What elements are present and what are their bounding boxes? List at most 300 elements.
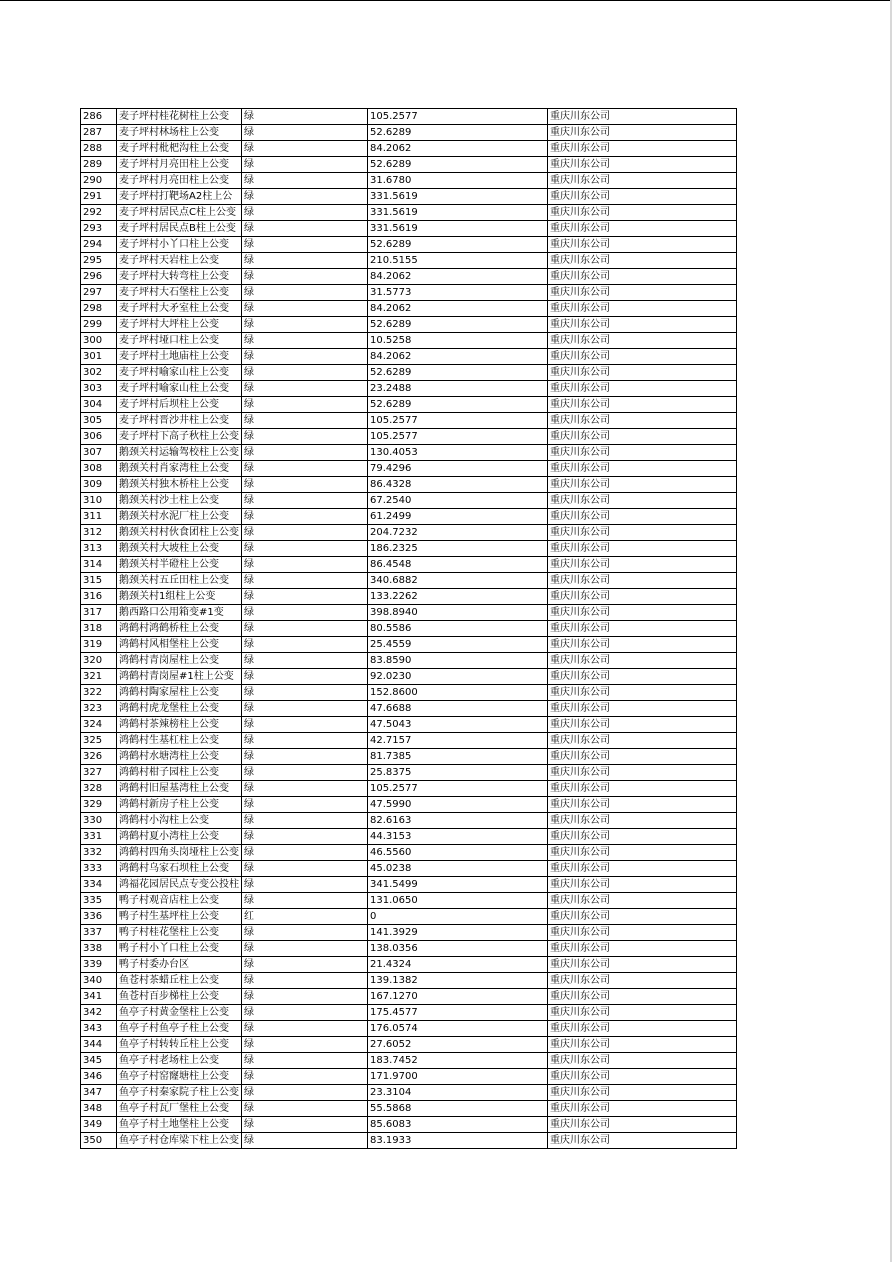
status-cell: 绿 xyxy=(242,1101,368,1117)
company-cell: 重庆川东公司 xyxy=(548,685,737,701)
row-number-cell: 341 xyxy=(81,989,117,1005)
company-cell: 重庆川东公司 xyxy=(548,989,737,1005)
table-row xyxy=(81,1005,737,1021)
row-number-cell: 345 xyxy=(81,1053,117,1069)
transformer-name-cell: 鱼亭子村土地堡柱上公变 xyxy=(117,1117,242,1133)
value-cell: 130.4053 xyxy=(368,445,548,461)
table-row xyxy=(81,317,737,333)
table-row xyxy=(81,285,737,301)
table-row xyxy=(81,461,737,477)
company-cell: 重庆川东公司 xyxy=(548,669,737,685)
table-row xyxy=(81,557,737,573)
transformer-name-cell: 麦子坪村后坝柱上公变 xyxy=(117,397,242,413)
value-cell: 47.6688 xyxy=(368,701,548,717)
status-cell: 绿 xyxy=(242,653,368,669)
row-number-cell: 303 xyxy=(81,381,117,397)
row-number-cell: 307 xyxy=(81,445,117,461)
table-row xyxy=(81,653,737,669)
transformer-name-cell: 麦子坪村喻家山柱上公变 xyxy=(117,365,242,381)
status-cell: 绿 xyxy=(242,877,368,893)
row-number-cell: 306 xyxy=(81,429,117,445)
transformer-name-cell: 鸿鹤村风相堡柱上公变 xyxy=(117,637,242,653)
company-cell: 重庆川东公司 xyxy=(548,205,737,221)
row-number-cell: 318 xyxy=(81,621,117,637)
table-row xyxy=(81,813,737,829)
row-number-cell: 338 xyxy=(81,941,117,957)
company-cell: 重庆川东公司 xyxy=(548,189,737,205)
company-cell: 重庆川东公司 xyxy=(548,1085,737,1101)
row-number-cell: 321 xyxy=(81,669,117,685)
transformer-name-cell: 麦子坪村林场柱上公变 xyxy=(117,125,242,141)
status-cell: 绿 xyxy=(242,493,368,509)
value-cell: 331.5619 xyxy=(368,189,548,205)
row-number-cell: 324 xyxy=(81,717,117,733)
status-cell: 绿 xyxy=(242,349,368,365)
company-cell: 重庆川东公司 xyxy=(548,733,737,749)
status-cell: 绿 xyxy=(242,733,368,749)
table-row xyxy=(81,125,737,141)
value-cell: 105.2577 xyxy=(368,109,548,125)
status-cell: 绿 xyxy=(242,925,368,941)
company-cell: 重庆川东公司 xyxy=(548,1133,737,1149)
table-row xyxy=(81,1101,737,1117)
value-cell: 171.9700 xyxy=(368,1069,548,1085)
company-cell: 重庆川东公司 xyxy=(548,413,737,429)
transformer-name-cell: 鸿鹤村鸿鹤桥柱上公变 xyxy=(117,621,242,637)
table-row xyxy=(81,797,737,813)
row-number-cell: 291 xyxy=(81,189,117,205)
company-cell: 重庆川东公司 xyxy=(548,253,737,269)
status-cell: 绿 xyxy=(242,141,368,157)
row-number-cell: 323 xyxy=(81,701,117,717)
company-cell: 重庆川东公司 xyxy=(548,349,737,365)
value-cell: 85.6083 xyxy=(368,1117,548,1133)
row-number-cell: 349 xyxy=(81,1117,117,1133)
company-cell: 重庆川东公司 xyxy=(548,445,737,461)
transformer-name-cell: 鹅颈关村水泥厂柱上公变 xyxy=(117,509,242,525)
status-cell: 绿 xyxy=(242,397,368,413)
company-cell: 重庆川东公司 xyxy=(548,397,737,413)
company-cell: 重庆川东公司 xyxy=(548,909,737,925)
table-row xyxy=(81,253,737,269)
status-cell: 绿 xyxy=(242,669,368,685)
status-cell: 绿 xyxy=(242,685,368,701)
transformer-name-cell: 鸭子村观音店柱上公变 xyxy=(117,893,242,909)
status-cell: 绿 xyxy=(242,605,368,621)
company-cell: 重庆川东公司 xyxy=(548,525,737,541)
table-row xyxy=(81,909,737,925)
transformer-name-cell: 鹅颈关村沙土柱上公变 xyxy=(117,493,242,509)
row-number-cell: 325 xyxy=(81,733,117,749)
table-row xyxy=(81,429,737,445)
value-cell: 55.5868 xyxy=(368,1101,548,1117)
value-cell: 27.6052 xyxy=(368,1037,548,1053)
value-cell: 204.7232 xyxy=(368,525,548,541)
company-cell: 重庆川东公司 xyxy=(548,589,737,605)
table-row xyxy=(81,1037,737,1053)
transformer-name-cell: 麦子坪村枇杷沟柱上公变 xyxy=(117,141,242,157)
row-number-cell: 317 xyxy=(81,605,117,621)
value-cell: 47.5990 xyxy=(368,797,548,813)
company-cell: 重庆川东公司 xyxy=(548,173,737,189)
company-cell: 重庆川东公司 xyxy=(548,973,737,989)
company-cell: 重庆川东公司 xyxy=(548,893,737,909)
transformer-name-cell: 鸭子村小丫口柱上公变 xyxy=(117,941,242,957)
value-cell: 83.8590 xyxy=(368,653,548,669)
company-cell: 重庆川东公司 xyxy=(548,765,737,781)
value-cell: 131.0650 xyxy=(368,893,548,909)
status-cell: 绿 xyxy=(242,637,368,653)
row-number-cell: 350 xyxy=(81,1133,117,1149)
value-cell: 186.2325 xyxy=(368,541,548,557)
value-cell: 10.5258 xyxy=(368,333,548,349)
table-row xyxy=(81,1117,737,1133)
status-cell: 绿 xyxy=(242,365,368,381)
transformer-name-cell: 鹅颈关村半磴柱上公变 xyxy=(117,557,242,573)
status-cell: 绿 xyxy=(242,829,368,845)
row-number-cell: 292 xyxy=(81,205,117,221)
company-cell: 重庆川东公司 xyxy=(548,109,737,125)
status-cell: 绿 xyxy=(242,845,368,861)
company-cell: 重庆川东公司 xyxy=(548,301,737,317)
status-cell: 绿 xyxy=(242,269,368,285)
row-number-cell: 322 xyxy=(81,685,117,701)
row-number-cell: 295 xyxy=(81,253,117,269)
value-cell: 52.6289 xyxy=(368,157,548,173)
row-number-cell: 336 xyxy=(81,909,117,925)
transformer-name-cell: 鸿鹤村生基杠柱上公变 xyxy=(117,733,242,749)
company-cell: 重庆川东公司 xyxy=(548,573,737,589)
transformer-name-cell: 麦子坪村大矛室柱上公变 xyxy=(117,301,242,317)
status-cell: 绿 xyxy=(242,701,368,717)
status-cell: 绿 xyxy=(242,301,368,317)
company-cell: 重庆川东公司 xyxy=(548,157,737,173)
status-cell: 绿 xyxy=(242,285,368,301)
value-cell: 52.6289 xyxy=(368,365,548,381)
row-number-cell: 331 xyxy=(81,829,117,845)
value-cell: 210.5155 xyxy=(368,253,548,269)
value-cell: 86.4548 xyxy=(368,557,548,573)
status-cell: 绿 xyxy=(242,525,368,541)
row-number-cell: 334 xyxy=(81,877,117,893)
transformer-name-cell: 鸿鹤村旧屋基湾柱上公变 xyxy=(117,781,242,797)
transformer-name-cell: 麦子坪村居民点C柱上公变 xyxy=(117,205,242,221)
value-cell: 183.7452 xyxy=(368,1053,548,1069)
company-cell: 重庆川东公司 xyxy=(548,781,737,797)
value-cell: 52.6289 xyxy=(368,125,548,141)
transformer-name-cell: 鹅颈关村大坡柱上公变 xyxy=(117,541,242,557)
row-number-cell: 346 xyxy=(81,1069,117,1085)
transformer-name-cell: 麦子坪村月亮田柱上公变 xyxy=(117,157,242,173)
transformer-name-cell: 鱼亭子村黄金堡柱上公变 xyxy=(117,1005,242,1021)
table-row xyxy=(81,509,737,525)
table-row xyxy=(81,189,737,205)
status-cell: 绿 xyxy=(242,861,368,877)
status-cell: 绿 xyxy=(242,1117,368,1133)
company-cell: 重庆川东公司 xyxy=(548,653,737,669)
row-number-cell: 299 xyxy=(81,317,117,333)
transformer-name-cell: 鱼亭子村鱼亭子柱上公变 xyxy=(117,1021,242,1037)
table-row xyxy=(81,445,737,461)
row-number-cell: 286 xyxy=(81,109,117,125)
value-cell: 47.5043 xyxy=(368,717,548,733)
status-cell: 绿 xyxy=(242,957,368,973)
status-cell: 绿 xyxy=(242,781,368,797)
company-cell: 重庆川东公司 xyxy=(548,957,737,973)
status-cell: 绿 xyxy=(242,717,368,733)
company-cell: 重庆川东公司 xyxy=(548,1053,737,1069)
company-cell: 重庆川东公司 xyxy=(548,477,737,493)
value-cell: 398.8940 xyxy=(368,605,548,621)
table-row xyxy=(81,301,737,317)
status-cell: 绿 xyxy=(242,509,368,525)
status-cell: 绿 xyxy=(242,221,368,237)
row-number-cell: 315 xyxy=(81,573,117,589)
company-cell: 重庆川东公司 xyxy=(548,877,737,893)
table-row xyxy=(81,621,737,637)
transformer-name-cell: 鹅颈关村五丘田柱上公变 xyxy=(117,573,242,589)
company-cell: 重庆川东公司 xyxy=(548,269,737,285)
status-cell: 绿 xyxy=(242,1053,368,1069)
row-number-cell: 337 xyxy=(81,925,117,941)
table-row xyxy=(81,413,737,429)
value-cell: 176.0574 xyxy=(368,1021,548,1037)
status-cell: 绿 xyxy=(242,381,368,397)
transformer-name-cell: 鹅颈关村肖家湾柱上公变 xyxy=(117,461,242,477)
transformer-name-cell: 鸿鹤村虎龙堡柱上公变 xyxy=(117,701,242,717)
value-cell: 81.7385 xyxy=(368,749,548,765)
table-row xyxy=(81,269,737,285)
value-cell: 61.2499 xyxy=(368,509,548,525)
company-cell: 重庆川东公司 xyxy=(548,429,737,445)
value-cell: 79.4296 xyxy=(368,461,548,477)
value-cell: 152.8600 xyxy=(368,685,548,701)
company-cell: 重庆川东公司 xyxy=(548,717,737,733)
table-row xyxy=(81,349,737,365)
status-cell: 绿 xyxy=(242,157,368,173)
transformer-name-cell: 鹅颈关村独木桥柱上公变 xyxy=(117,477,242,493)
table-row xyxy=(81,765,737,781)
value-cell: 67.2540 xyxy=(368,493,548,509)
transformer-name-cell: 鱼亭子村转转丘柱上公变 xyxy=(117,1037,242,1053)
transformer-name-cell: 鱼苍村茶蜡丘柱上公变 xyxy=(117,973,242,989)
table-row xyxy=(81,717,737,733)
table-row xyxy=(81,173,737,189)
status-cell: 绿 xyxy=(242,333,368,349)
row-number-cell: 301 xyxy=(81,349,117,365)
status-cell: 绿 xyxy=(242,173,368,189)
table-row xyxy=(81,1053,737,1069)
status-cell: 绿 xyxy=(242,189,368,205)
company-cell: 重庆川东公司 xyxy=(548,1021,737,1037)
row-number-cell: 339 xyxy=(81,957,117,973)
row-number-cell: 308 xyxy=(81,461,117,477)
company-cell: 重庆川东公司 xyxy=(548,1117,737,1133)
row-number-cell: 342 xyxy=(81,1005,117,1021)
row-number-cell: 328 xyxy=(81,781,117,797)
transformer-name-cell: 鹅颈关村运输驾校柱上公变 xyxy=(117,445,242,461)
status-cell: 绿 xyxy=(242,445,368,461)
value-cell: 341.5499 xyxy=(368,877,548,893)
value-cell: 175.4577 xyxy=(368,1005,548,1021)
value-cell: 105.2577 xyxy=(368,781,548,797)
value-cell: 141.3929 xyxy=(368,925,548,941)
transformer-name-cell: 鸿鹤村青岗屋#1柱上公变 xyxy=(117,669,242,685)
table-row xyxy=(81,237,737,253)
table-row xyxy=(81,1021,737,1037)
table-row xyxy=(81,925,737,941)
value-cell: 331.5619 xyxy=(368,205,548,221)
row-number-cell: 319 xyxy=(81,637,117,653)
status-cell: 绿 xyxy=(242,797,368,813)
table-row xyxy=(81,845,737,861)
transformer-name-cell: 鱼亭子村老场柱上公变 xyxy=(117,1053,242,1069)
table-body xyxy=(81,109,737,1149)
transformer-name-cell: 鱼亭子村秦家院子柱上公变 xyxy=(117,1085,242,1101)
transformer-name-cell: 麦子坪村打靶场A2柱上公 xyxy=(117,189,242,205)
status-cell: 绿 xyxy=(242,589,368,605)
transformer-name-cell: 鸿福花园居民点专变公投柱 xyxy=(117,877,242,893)
value-cell: 25.4559 xyxy=(368,637,548,653)
row-number-cell: 316 xyxy=(81,589,117,605)
table-row xyxy=(81,205,737,221)
company-cell: 重庆川东公司 xyxy=(548,317,737,333)
value-cell: 139.1382 xyxy=(368,973,548,989)
table-row xyxy=(81,493,737,509)
row-number-cell: 296 xyxy=(81,269,117,285)
row-number-cell: 289 xyxy=(81,157,117,173)
table-row xyxy=(81,589,737,605)
status-cell: 绿 xyxy=(242,765,368,781)
transformer-name-cell: 鸿鹤村陶家屋柱上公变 xyxy=(117,685,242,701)
table-row xyxy=(81,973,737,989)
status-cell: 红 xyxy=(242,909,368,925)
company-cell: 重庆川东公司 xyxy=(548,285,737,301)
transformer-name-cell: 鱼亭子村瓦厂堡柱上公变 xyxy=(117,1101,242,1117)
status-cell: 绿 xyxy=(242,237,368,253)
company-cell: 重庆川东公司 xyxy=(548,365,737,381)
row-number-cell: 329 xyxy=(81,797,117,813)
row-number-cell: 332 xyxy=(81,845,117,861)
row-number-cell: 298 xyxy=(81,301,117,317)
company-cell: 重庆川东公司 xyxy=(548,333,737,349)
row-number-cell: 330 xyxy=(81,813,117,829)
row-number-cell: 310 xyxy=(81,493,117,509)
company-cell: 重庆川东公司 xyxy=(548,1101,737,1117)
company-cell: 重庆川东公司 xyxy=(548,1037,737,1053)
row-number-cell: 314 xyxy=(81,557,117,573)
row-number-cell: 327 xyxy=(81,765,117,781)
status-cell: 绿 xyxy=(242,125,368,141)
status-cell: 绿 xyxy=(242,1085,368,1101)
transformer-name-cell: 鸭子村委办台区 xyxy=(117,957,242,973)
transformer-name-cell: 鱼亭子村仓库梁下柱上公变 xyxy=(117,1133,242,1149)
transformer-name-cell: 鸿鹤村水塘湾柱上公变 xyxy=(117,749,242,765)
table-row xyxy=(81,701,737,717)
value-cell: 80.5586 xyxy=(368,621,548,637)
status-cell: 绿 xyxy=(242,893,368,909)
transformer-name-cell: 麦子坪村下高子秋柱上公变 xyxy=(117,429,242,445)
status-cell: 绿 xyxy=(242,1069,368,1085)
row-number-cell: 305 xyxy=(81,413,117,429)
status-cell: 绿 xyxy=(242,413,368,429)
transformer-name-cell: 鹅颈关村村伙食团柱上公变 xyxy=(117,525,242,541)
table-row xyxy=(81,397,737,413)
value-cell: 83.1933 xyxy=(368,1133,548,1149)
row-number-cell: 304 xyxy=(81,397,117,413)
transformer-name-cell: 鸭子村桂花堡柱上公变 xyxy=(117,925,242,941)
status-cell: 绿 xyxy=(242,749,368,765)
row-number-cell: 294 xyxy=(81,237,117,253)
value-cell: 105.2577 xyxy=(368,429,548,445)
row-number-cell: 297 xyxy=(81,285,117,301)
table-row xyxy=(81,749,737,765)
value-cell: 42.7157 xyxy=(368,733,548,749)
company-cell: 重庆川东公司 xyxy=(548,637,737,653)
status-cell: 绿 xyxy=(242,973,368,989)
value-cell: 44.3153 xyxy=(368,829,548,845)
status-cell: 绿 xyxy=(242,477,368,493)
company-cell: 重庆川东公司 xyxy=(548,925,737,941)
table-row xyxy=(81,541,737,557)
value-cell: 92.0230 xyxy=(368,669,548,685)
table-row xyxy=(81,605,737,621)
status-cell: 绿 xyxy=(242,253,368,269)
status-cell: 绿 xyxy=(242,573,368,589)
row-number-cell: 287 xyxy=(81,125,117,141)
table-row xyxy=(81,477,737,493)
status-cell: 绿 xyxy=(242,1021,368,1037)
value-cell: 52.6289 xyxy=(368,397,548,413)
company-cell: 重庆川东公司 xyxy=(548,701,737,717)
status-cell: 绿 xyxy=(242,1037,368,1053)
table-row xyxy=(81,221,737,237)
value-cell: 25.8375 xyxy=(368,765,548,781)
transformer-name-cell: 鹅颈关村1组柱上公变 xyxy=(117,589,242,605)
transformer-name-cell: 鸿鹤村新房子柱上公变 xyxy=(117,797,242,813)
value-cell: 52.6289 xyxy=(368,317,548,333)
value-cell: 138.0356 xyxy=(368,941,548,957)
company-cell: 重庆川东公司 xyxy=(548,461,737,477)
company-cell: 重庆川东公司 xyxy=(548,1069,737,1085)
transformer-name-cell: 鸿鹤村茶辣榜柱上公变 xyxy=(117,717,242,733)
company-cell: 重庆川东公司 xyxy=(548,381,737,397)
transformer-name-cell: 麦子坪村小丫口柱上公变 xyxy=(117,237,242,253)
company-cell: 重庆川东公司 xyxy=(548,237,737,253)
table-row xyxy=(81,141,737,157)
company-cell: 重庆川东公司 xyxy=(548,941,737,957)
status-cell: 绿 xyxy=(242,813,368,829)
row-number-cell: 333 xyxy=(81,861,117,877)
value-cell: 340.6882 xyxy=(368,573,548,589)
value-cell: 31.5773 xyxy=(368,285,548,301)
value-cell: 84.2062 xyxy=(368,301,548,317)
transformer-name-cell: 鱼亭子村窑窿塘柱上公变 xyxy=(117,1069,242,1085)
value-cell: 331.5619 xyxy=(368,221,548,237)
value-cell: 133.2262 xyxy=(368,589,548,605)
status-cell: 绿 xyxy=(242,1133,368,1149)
company-cell: 重庆川东公司 xyxy=(548,125,737,141)
status-cell: 绿 xyxy=(242,205,368,221)
transformer-name-cell: 麦子坪村喻家山柱上公变 xyxy=(117,381,242,397)
table-row xyxy=(81,525,737,541)
table-row xyxy=(81,685,737,701)
transformer-name-cell: 麦子坪村大石堡柱上公变 xyxy=(117,285,242,301)
transformer-name-cell: 麦子坪村天岩柱上公变 xyxy=(117,253,242,269)
table-row xyxy=(81,941,737,957)
row-number-cell: 348 xyxy=(81,1101,117,1117)
transformer-name-cell: 鹅西路口公用箱变#1变 xyxy=(117,605,242,621)
